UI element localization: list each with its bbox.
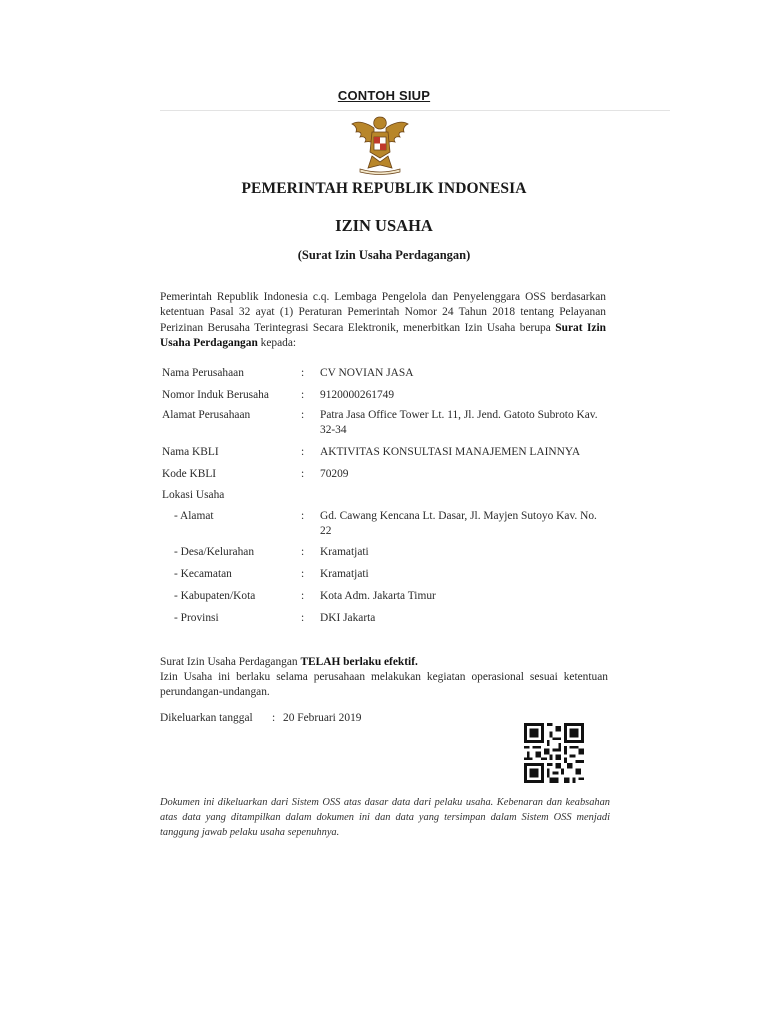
issued-label: Dikeluarkan tanggal (160, 712, 253, 724)
qr-code-icon (524, 723, 584, 783)
field-colon: : (301, 468, 305, 480)
field-colon: : (301, 568, 305, 580)
intro-end: kepada: (260, 337, 297, 350)
field-label: - Desa/Kelurahan (174, 546, 255, 558)
field-colon: : (301, 389, 305, 401)
location-heading: Lokasi Usaha (162, 489, 225, 501)
field-value: 70209 (320, 468, 349, 480)
effective-bold: TELAH berlaku efektif. (300, 656, 418, 668)
validity-statement: Izin Usaha ini berlaku selama perusahaan melakukan kegiatan operasional sesuai ketentuan perundangan-undangan. (160, 671, 608, 699)
field-colon: : (301, 612, 305, 624)
field-colon: : (301, 590, 305, 602)
field-label: Nama Perusahaan (162, 367, 244, 379)
field-value: Kramatjati (320, 546, 369, 558)
field-value: CV NOVIAN JASA (320, 367, 414, 379)
effective-text: Surat Izin Usaha Perdagangan (160, 656, 298, 668)
field-label: - Alamat (174, 510, 214, 522)
effective-statement (160, 655, 608, 670)
intro-bold: Surat Izin Usaha Perdagangan (160, 321, 606, 350)
field-label: - Kecamatan (174, 568, 232, 580)
field-colon: : (301, 409, 305, 421)
field-colon: : (301, 367, 305, 379)
issued-colon: : (272, 712, 276, 724)
field-value: AKTIVITAS KONSULTASI MANAJEMEN LAINNYA (320, 446, 581, 458)
heading-rule (160, 110, 670, 111)
intro-text: Pemerintah Republik Indonesia c.q. Lembaga Pengelola dan Penyelenggara OSS berdasarkan ketentuan Pasal 32 ayat (1) Peraturan Pemerintah Nomor 24 Tahun 2018 tentang Pelayanan Perizinan Berusaha Terintegrasi Secara Elektronik, menerbitkan Izin Usaha berupa (160, 291, 606, 334)
field-label: Kode KBLI (162, 468, 217, 480)
field-value: Kota Adm. Jakarta Timur (320, 590, 436, 602)
field-label: Nama KBLI (162, 446, 219, 458)
field-label: Nomor Induk Berusaha (162, 389, 269, 401)
doc-subtitle: (Surat Izin Usaha Perdagangan) (297, 248, 471, 262)
field-label: Alamat Perusahaan (162, 409, 251, 421)
oss-disclaimer: Dokumen ini dikeluarkan dari Sistem OSS atas dasar data dari pelaku usaha. Kebenaran dan keabsahan atas data yang ditampilkan dalam dokumen ini dan data yang tersimpan dalam Sistem OSS menjadi tanggung jawab pelaku usaha sepenuhnya. (160, 797, 610, 839)
field-label: - Provinsi (174, 612, 219, 624)
field-value: DKI Jakarta (320, 612, 376, 624)
doc-title: IZIN USAHA (335, 216, 433, 235)
page-heading: CONTOH SIUP (337, 88, 431, 103)
field-value: Gd. Cawang Kencana Lt. Dasar, Jl. Mayjen Sutoyo Kav. No. 22 (320, 510, 597, 537)
garuda-emblem-icon (348, 112, 412, 176)
gov-title: PEMERINTAH REPUBLIK INDONESIA (241, 180, 527, 197)
field-label: - Kabupaten/Kota (174, 590, 256, 602)
field-value: Patra Jasa Office Tower Lt. 11, Jl. Jend. Gatoto Subroto Kav. 32-34 (320, 409, 598, 436)
field-value: 9120000261749 (320, 389, 395, 401)
field-colon: : (301, 546, 305, 558)
field-colon: : (301, 446, 305, 458)
field-value: Kramatjati (320, 568, 369, 580)
field-colon: : (301, 510, 305, 522)
issued-date: 20 Februari 2019 (283, 712, 362, 724)
intro-paragraph (160, 290, 606, 352)
